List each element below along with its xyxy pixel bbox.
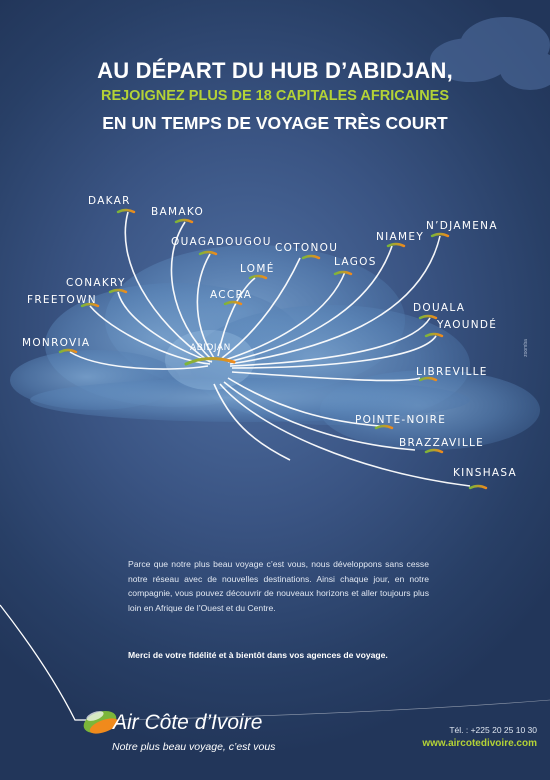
city-label: POINTE-NOIRE	[355, 414, 447, 426]
city-label: MONROVIA	[22, 337, 91, 349]
headline-line-1: AU DÉPART DU HUB D’ABIDJAN,	[97, 58, 453, 83]
city-label: LOMÉ	[240, 263, 275, 275]
brand-name: Air Côte d’Ivoire	[113, 711, 263, 734]
city-label: BRAZZAVILLE	[399, 437, 485, 449]
city-label: LIBREVILLE	[416, 366, 488, 378]
hub-label: ABIDJAN	[190, 343, 231, 353]
thanks-text: Merci de votre fidélité et à bientôt dans vos agences de voyage.	[128, 650, 388, 660]
body-paragraph: Parce que notre plus beau voyage c’est vous, nous développons sans cesse notre réseau avec de nouvelles destinations. Ainsi chaque jour, en notre compagnie, vous pouvez découvrir de nouveaux horizons et aller toujours plus loin en Afrique de l’Ouest et du Centre.	[128, 559, 429, 614]
website-link[interactable]: www.aircotedivoire.com	[422, 738, 537, 749]
city-label: YAOUNDÉ	[437, 319, 498, 331]
city-label: DOUALA	[413, 302, 466, 314]
headline-line-3: EN UN TEMPS DE VOYAGE TRÈS COURT	[102, 113, 448, 133]
city-label: OUAGADOUGOU	[171, 236, 272, 248]
city-label: DAKAR	[88, 195, 131, 207]
brand-tagline: Notre plus beau voyage, c’est vous	[112, 741, 276, 753]
phone-number: Tél. : +225 20 25 10 30	[449, 725, 537, 735]
credit-text: zoomba	[522, 339, 529, 357]
city-label: N’DJAMENA	[426, 220, 498, 232]
city-label: BAMAKO	[151, 206, 205, 218]
headline-line-2: REJOIGNEZ PLUS DE 18 CAPITALES AFRICAINES	[100, 88, 450, 104]
wing-outline	[0, 605, 110, 720]
city-label: LAGOS	[334, 256, 377, 268]
city-label: NIAMEY	[376, 231, 425, 243]
hub-glow	[165, 330, 255, 390]
city-label: KINSHASA	[453, 467, 518, 479]
city-label: CONAKRY	[66, 277, 126, 289]
city-label: ACCRA	[210, 289, 253, 301]
city-label: COTONOU	[275, 242, 339, 254]
city-label: FREETOWN	[27, 294, 97, 306]
